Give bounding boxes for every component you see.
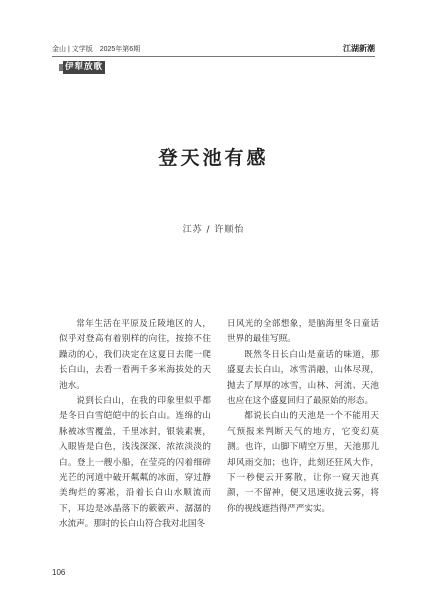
- paragraph-continuation: 日风光的全部想象，是脑海里冬日童话世界的最佳写照。: [227, 319, 379, 345]
- column-badge: 伊犁放歌: [64, 62, 103, 72]
- paragraph: 都说长白山的天池是一个不能用天气预报来判断天气的地方，它变幻莫测。也许，山脚下晴空万里，天池那儿却风雨交加；也许，此刻还狂风大作，下一秒便云开雾散，让你一窥天池真颜，一不留神，便又迅速收拢云雾，将你的视线遮挡得严严实实。: [227, 411, 379, 514]
- paragraph: 说到长白山，在我的印象里似乎都是冬日白雪皑皑中的长白山。连绵的山脉被冰雪覆盖，千里冰封，银装素裹，入眼皆是白色，浅浅深深、浓浓淡淡的白。登上一艘小船，在莹亮的闪着细碎光芒的河道中破开粼粼的冰面，穿过静美绚烂的雾凇，沿着长白山水顺流而下，耳边是冰晶落下的簌簌声、潺潺的水流声。那时的长白山符合我对北国冬: [59, 396, 211, 530]
- paragraph: 既然冬日长白山是童话的味道，那盛夏去长白山，冰雪消融，山体尽现，抛去了厚厚的冰雪，山林、河流、天池也应在这个盛夏回归了最原始的形态。: [227, 349, 379, 407]
- paragraph: 常年生活在平原及丘陵地区的人，似乎对登高有着别样的向往，按捺不住躁动的心，我们决定在这夏日去爬一爬长白山，去看一看两千多米海拔处的天池水。: [59, 319, 211, 391]
- header-rule: [52, 56, 375, 57]
- article-byline: 江苏 / 许顺怡: [182, 225, 245, 235]
- left-column: [59, 317, 211, 533]
- journal-info: 金山 | 文学版 2025年第6期: [52, 46, 141, 53]
- section-name: 江湖新潮: [343, 44, 375, 53]
- right-column: [227, 317, 379, 517]
- article-title: 登天池有感: [158, 147, 269, 169]
- page-number: 106: [52, 568, 66, 577]
